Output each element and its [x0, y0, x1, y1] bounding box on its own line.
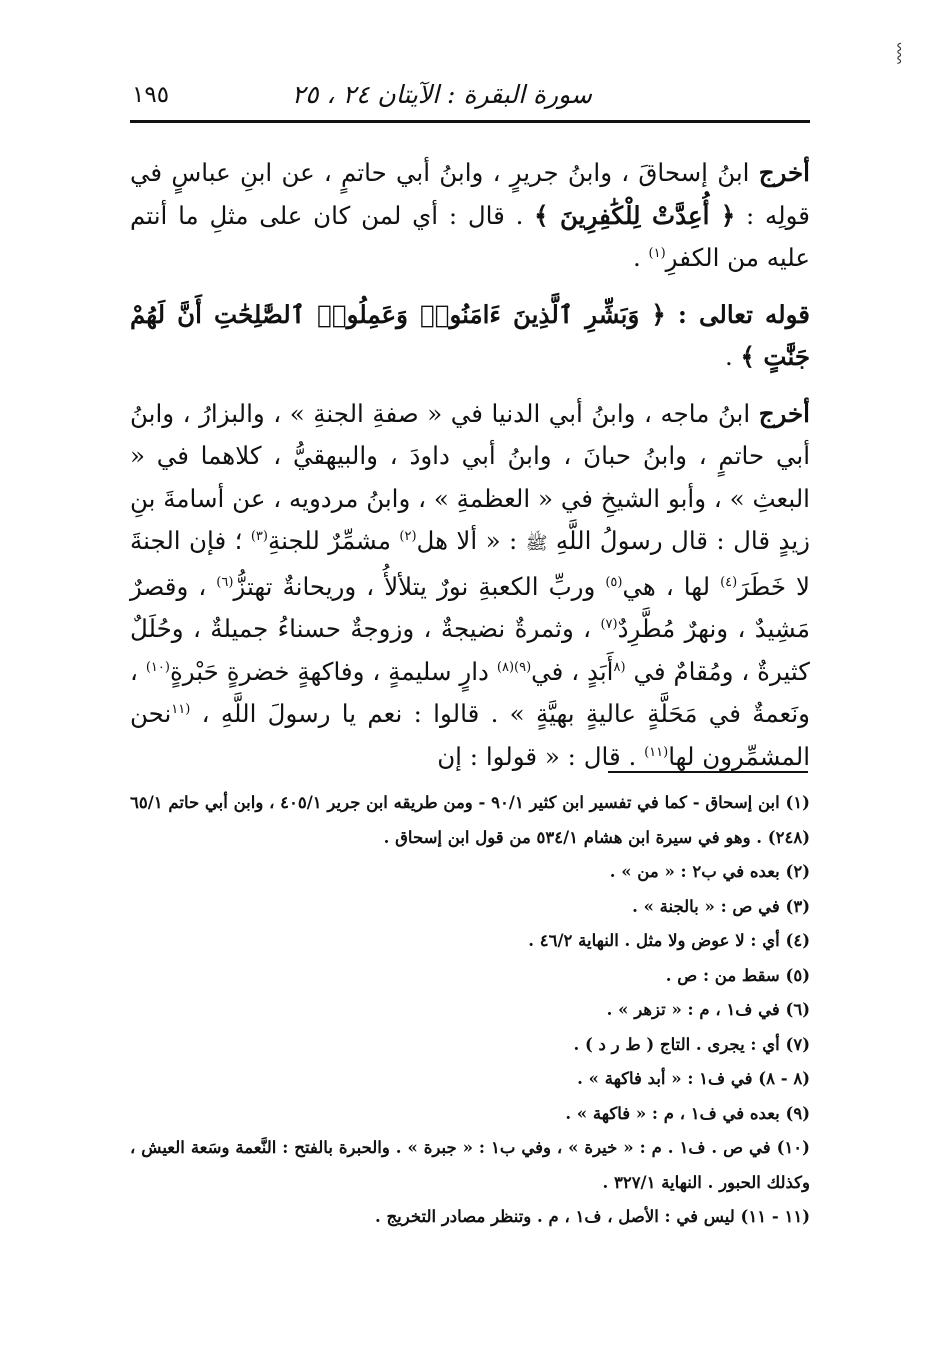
footnote: (١٠) في ص . ف١ . م : « خيرة » ، وفي ب١ : « جبرة » . والحبرة بالفتح : النَّعمة وسَعة العيش ، وكذلك الحبور . النهاية ٣٢٧/١ .	[130, 1138, 810, 1192]
footnote-ref: (٢)	[399, 528, 417, 544]
text-run: . قال : « قولوا : إن	[437, 741, 645, 771]
quran-verse: ﴿ وَبَشِّرِ ٱلَّذِينَ ءَامَنُوا۟ وَعَمِلُوا۟ ٱلصَّٰلِحَٰتِ أَنَّ لَهُمْ جَنَّٰتٍ ﴾	[130, 299, 810, 371]
text-run: لها ، هي	[622, 571, 721, 601]
footnote-ref: (٨	[613, 659, 626, 675]
header-rule	[130, 120, 810, 123]
footnote: (٩) بعده في ف١ ، م : « فاكهة » .	[565, 1103, 810, 1123]
text-run: نحن المشمِّرون لها	[130, 699, 810, 771]
scan-mark: ⸾	[896, 42, 903, 63]
footnote-ref: (٦)	[216, 574, 234, 590]
footnote: (٢) بعده في ب٢ : « من » .	[609, 862, 810, 881]
paragraph-lead: قوله تعالى :	[677, 299, 811, 329]
text-run: وربِّ الكعبةِ نورٌ يتلألأُ ، وريحانةٌ تهتزُّ	[233, 571, 606, 601]
paragraph-1	[130, 152, 810, 280]
text-run: ، وقصرٌ مَشِيدٌ ، ونهرٌ مُطَّرِدٌ	[130, 571, 810, 643]
text-run: مشمِّرٌ للجنةِ	[267, 526, 400, 555]
salutation-glyph: ﷺ	[525, 533, 548, 554]
quran-verse: ﴿ أُعِدَّتْ لِلْكَٰفِرِينَ ﴾	[534, 200, 736, 230]
running-header-title: سورة البقرة : الآيتان ٢٤ ، ٢٥	[291, 80, 592, 109]
footnote-ref: (١١	[171, 701, 191, 717]
footnote-ref: (٤)	[720, 574, 738, 590]
text-run: .	[632, 243, 649, 272]
text-run: : « ألا هل	[416, 526, 526, 555]
text-run: أَبَدٍ ، في	[531, 656, 614, 686]
paragraph-3	[130, 393, 810, 779]
text-run: . قال : أي لمن كان على مثلِ ما أنتم عليه من الكفرِ	[130, 200, 810, 272]
footnote: (٤) أي : لا عوض ولا مثل . النهاية ٤٦/٢ .	[528, 931, 810, 950]
footnote: (٥) سقط من : ص .	[665, 965, 810, 985]
paragraph-2	[130, 294, 810, 379]
footnote-ref: (٣)	[250, 528, 268, 544]
footnotes	[130, 786, 810, 1235]
main-text	[130, 152, 810, 778]
text-run: ابنُ إسحاقَ ، وابنُ جريرٍ ، وابنُ أبي حاتمٍ ، عن ابنِ عباسٍ في قولِه :	[130, 158, 810, 230]
text-run: .	[724, 342, 741, 371]
text-run: ، وثمرةٌ نضيجةٌ ، وزوجةٌ حسناءُ جميلةٌ ، وحُلَلٌ كثيرةٌ ، ومُقامٌ في	[130, 614, 810, 686]
footnote-separator	[608, 771, 808, 773]
footnote: (٦) في ف١ ، م : « تزهر » .	[606, 1000, 810, 1019]
footnote-ref: (١١)	[644, 744, 669, 760]
text-run: ابنُ ماجه ، وابنُ أبي الدنيا في « صفةِ الجنةِ » ، والبزارُ ، وابنُ أبي حاتمٍ ، وابنُ حبانَ ، وابنُ أبي داودَ ، والبيهقيُّ ، كلاهما في « البعثِ » ، وأبو الشيخِ في « العظمةِ » ، وابنُ مردويه ، عن أسامةَ بنِ زيدٍ قال : قال رسولُ اللَّهِ	[130, 398, 811, 555]
footnote: (٧) أي : يجرى . التاج ( ط ر د ) .	[573, 1034, 810, 1054]
text-run: ؛ فإن الجنةَ لا خَطَرَ	[130, 526, 810, 601]
footnote-ref: (١)	[648, 245, 666, 261]
footnote: (١) ابن إسحاق - كما في تفسير ابن كثير ٩٠/١ - ومن طريقه ابن جرير ٤٠٥/١ ، وابن أبي حاتم ٦٥/١ (٢٤٨) . وهو في سيرة ابن هشام ٥٣٤/١ من قول ابن إسحاق .	[130, 793, 810, 847]
footnote-ref: (١٠)	[145, 659, 170, 675]
footnote: (٨ - ٨) في ف١ : « أبد فاكهة » .	[577, 1069, 810, 1088]
footnote-ref: (٧)	[600, 616, 618, 632]
text-run: ، ونَعمةٌ في مَحَلَّةٍ عاليةٍ بهيَّةٍ » . قالوا : نعم يا رسولَ اللَّهِ ،	[130, 656, 810, 728]
page-number: ١٩٥	[132, 82, 170, 108]
footnote: (١١ - ١١) ليس في : الأصل ، ف١ ، م . وتنظر مصادر التخريج .	[375, 1207, 810, 1226]
footnote: (٣) في ص : « بالجنة » .	[632, 896, 810, 916]
paragraph-lead: أخرج	[758, 398, 810, 428]
footnote-ref: (٩)(٨)	[496, 659, 532, 675]
footnote-ref: (٥)	[605, 574, 623, 590]
running-header	[132, 78, 808, 118]
paragraph-lead: أخرج	[758, 158, 810, 187]
text-run: دارٍ سليمةٍ ، وفاكهةٍ خضرةٍ حَبْرةٍ	[169, 656, 497, 686]
